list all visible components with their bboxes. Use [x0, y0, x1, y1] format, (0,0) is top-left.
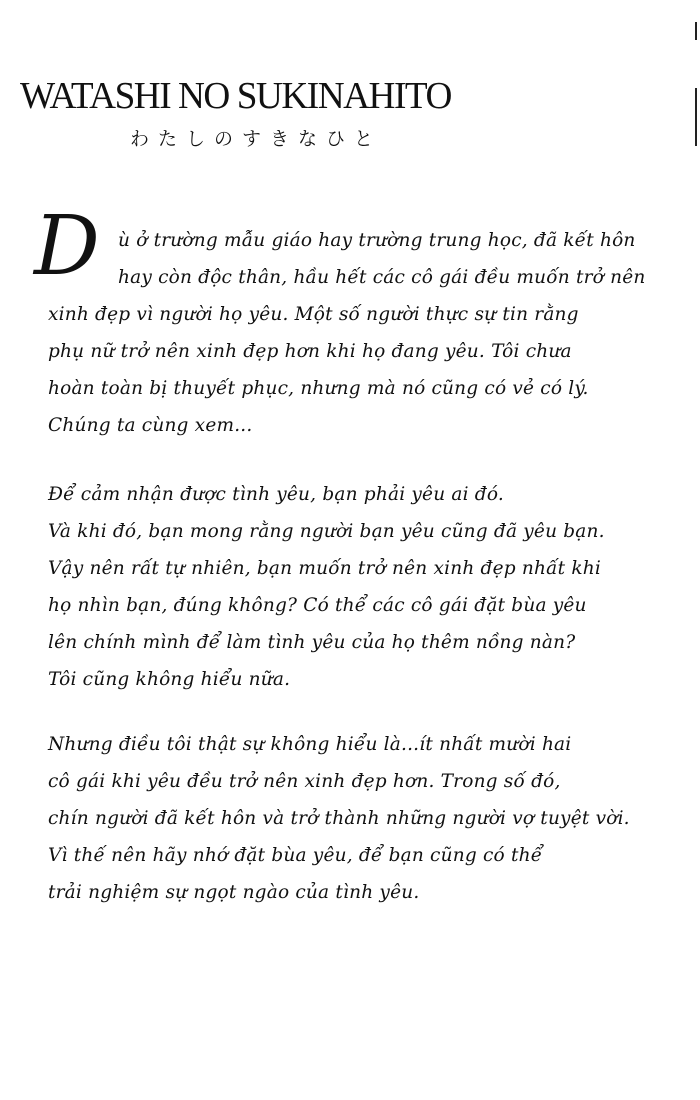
text-line: họ nhìn bạn, đúng không? Có thể các cô gái đặt bùa yêu	[48, 595, 587, 616]
page-subtitle-kana: わたしのすきなひと	[130, 128, 383, 150]
text-line: chín người đã kết hôn và trở thành những người vợ tuyệt vời.	[48, 808, 630, 829]
text-line: lên chính mình để làm tình yêu của họ thêm nồng nàn?	[48, 632, 576, 653]
text-line: hay còn độc thân, hầu hết các cô gái đều muốn trở nên	[118, 267, 646, 288]
drop-cap-letter: D	[34, 199, 100, 294]
text-line: xinh đẹp vì người họ yêu. Một số người thực sự tin rằng	[48, 304, 579, 325]
text-line: trải nghiệm sự ngọt ngào của tình yêu.	[48, 882, 420, 903]
text-line: Vì thế nên hãy nhớ đặt bùa yêu, để bạn cũng có thể	[48, 845, 543, 866]
text-line: ù ở trường mẫu giáo hay trường trung học, đã kết hôn	[118, 230, 636, 251]
text-line: Vậy nên rất tự nhiên, bạn muốn trở nên xinh đẹp nhất khi	[48, 558, 601, 579]
page-title: WATASHI NO SUKINAHITO	[20, 75, 451, 117]
text-line: Để cảm nhận được tình yêu, bạn phải yêu ai đó.	[48, 484, 504, 505]
page-edge-mark-top	[695, 22, 697, 40]
text-line: Nhưng điều tôi thật sự không hiểu là...ít nhất mười hai	[48, 734, 572, 755]
paragraph-1-opening	[118, 222, 688, 296]
page-edge-mark-middle	[695, 88, 697, 146]
text-line: Tôi cũng không hiểu nữa.	[48, 669, 291, 690]
text-line: hoàn toàn bị thuyết phục, nhưng mà nó cũng có vẻ có lý.	[48, 378, 589, 399]
paragraph-2	[48, 476, 688, 698]
text-line: Và khi đó, bạn mong rằng người bạn yêu cũng đã yêu bạn.	[48, 521, 605, 542]
text-line: phụ nữ trở nên xinh đẹp hơn khi họ đang yêu. Tôi chưa	[48, 341, 572, 362]
paragraph-1-body	[48, 296, 688, 444]
text-line: cô gái khi yêu đều trở nên xinh đẹp hơn. Trong số đó,	[48, 771, 561, 792]
paragraph-3	[48, 726, 688, 911]
text-line: Chúng ta cùng xem...	[48, 415, 253, 436]
